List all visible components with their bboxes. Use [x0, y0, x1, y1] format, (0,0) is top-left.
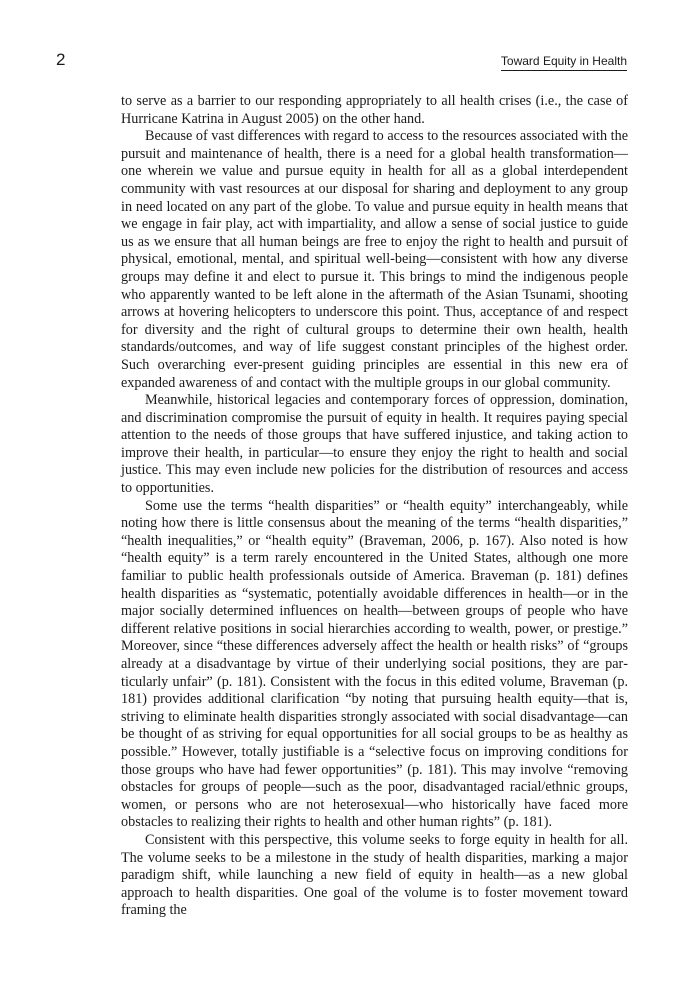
paragraph-5: Consistent with this perspective, this volume seeks to forge equity in health for all. The volume seeks to be a milestone in the study of health disparities, marking a major paradigm shift, while launching a new field of equity in health—as a new global approach to health disparities. One goal of the volume is to foster movement toward framing the: [121, 831, 628, 919]
paragraph-4: Some use the terms “health disparities” or “health equity” interchangeably, while noting how there is little consensus about the meaning of the terms “health disparities,” “health inequalities,” or “health equity” (Braveman, 2006, p. 167). Also noted is how “health equity” is a term rarely encountered in the United States, although one more familiar to public health professionals outside of America. Braveman (p. 181) defines health disparities as “systematic, potentially avoidable differences in health—or in the major socially determined influences on health—between groups of people who have different relative positions in social hierarchies according to wealth, power, or prestige.” Moreover, since “these differences adversely affect the health or health risks” of “groups already at a disadvantage by virtue of their underlying social positions, they are particularly unfair” (p. 181). Consistent with the focus in this edited volume, Braveman (p. 181) provides additional clarification “by noting that pursuing health equity—that is, striving to eliminate health disparities strongly associated with social disadvantage—can be thought of as striving for equal opportunities for all social groups to be as healthy as possible.” However, totally justifiable is a “selective focus on improving conditions for those groups who have had fewer opportunities” (p. 181). This may involve “removing obstacles for groups of people—such as the poor, disadvantaged racial/ethnic groups, women, or persons who are not heterosexual—who historically have faced more obstacles to realizing their rights to health and other human rights” (p. 181).: [121, 497, 628, 831]
running-head: Toward Equity in Health: [501, 54, 627, 71]
body-text: [121, 93, 628, 920]
paragraph-3: Meanwhile, historical legacies and contemporary forces of oppression, domination, and discrimination compromise the pursuit of equity in health. It requires paying special attention to the needs of those groups that have suffered injustice, and taking action to improve their health, in particular—to ensure they enjoy the right to health and social justice. This may even include new policies for the distribution of resources and access to opportunities.: [121, 392, 628, 497]
paragraph-2: Because of vast differences with regard to access to the resources associated with the pursuit and maintenance of health, there is a need for a global health transformation—one wherein we value and pursue equity in health for all as a global interdependent community with vast resources at our disposal for sharing and deployment to any group in need located on any part of the globe. To value and pursue equity in health means that we engage in fair play, act with impartiality, and allow a sense of social justice to guide us as we ensure that all human beings are free to enjoy the right to health and pursuit of physical, emotional, mental, and spiritual well-being—consistent with how any diverse groups may define it and elect to pursue it. This brings to mind the indigenous people who apparently wanted to be left alone in the aftermath of the Asian Tsunami, shooting arrows at hovering helicopters to underscore this point. Thus, acceptance of and respect for diversity and the right of cultural groups to determine their own health, health standards/outcomes, and way of life suggest constant principles of the highest order. Such overarching ever-present guiding principles are essential in this new era of expanded awareness of and contact with the multiple groups in our global community.: [121, 128, 628, 391]
paragraph-1: to serve as a barrier to our responding appropriately to all health crises (i.e., the case of Hurricane Katrina in August 2005) on the other hand.: [121, 93, 628, 127]
page-number: 2: [56, 50, 66, 69]
